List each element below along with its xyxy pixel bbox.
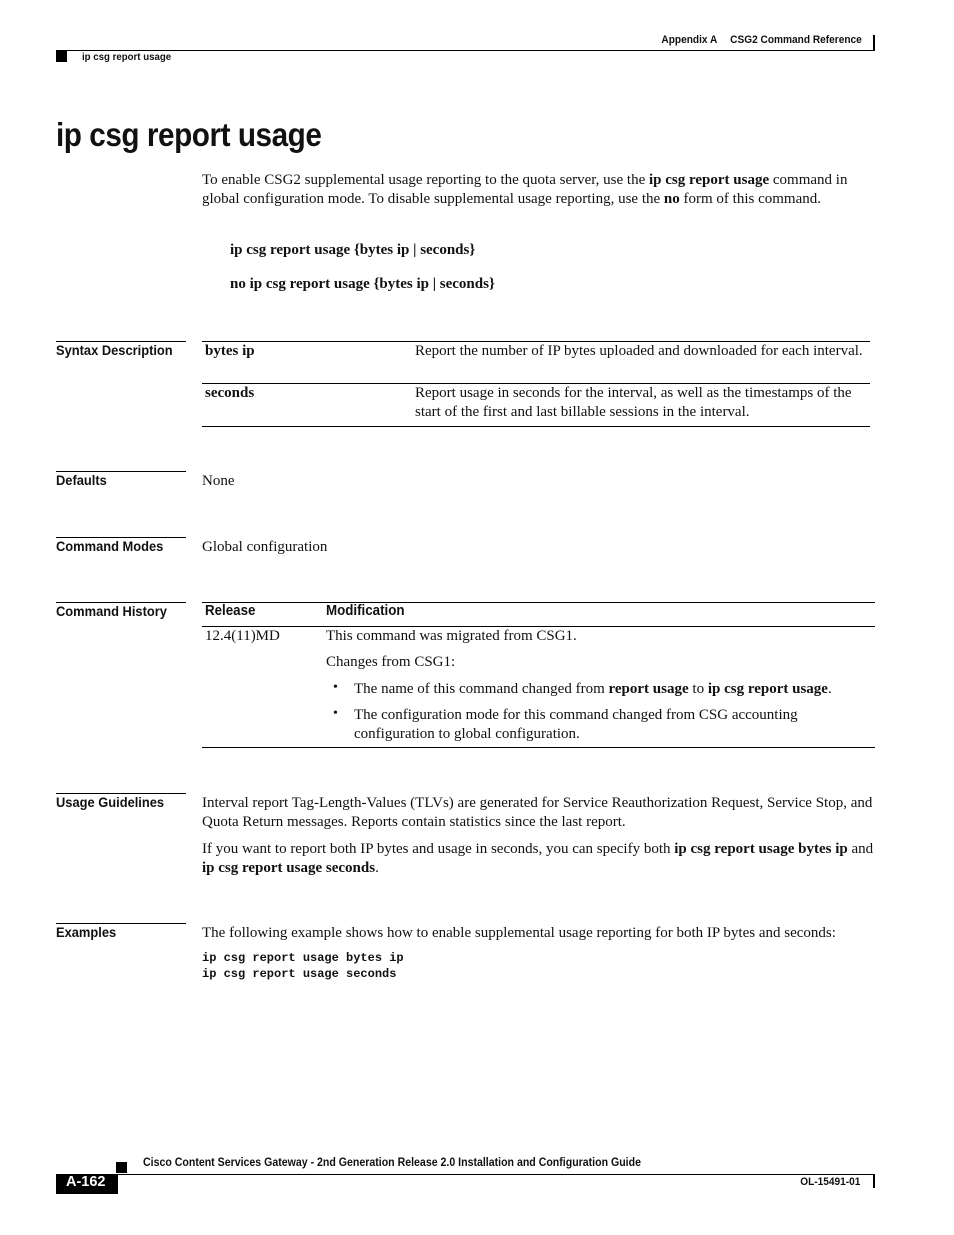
usage-p2-text-1: If you want to report both IP bytes and usage in seconds, you can specify both bbox=[202, 841, 675, 857]
bullet-marker: • bbox=[333, 706, 338, 721]
syntax-line-disable: no ip csg report usage {bytes ip | seconds} bbox=[230, 276, 495, 292]
footer-rule bbox=[56, 1174, 874, 1175]
bullet-marker: • bbox=[333, 680, 338, 695]
syntax-table-bottom-rule bbox=[202, 426, 870, 427]
page-title: ip csg report usage bbox=[56, 116, 322, 153]
document-number: OL-15491-01 bbox=[799, 1176, 860, 1188]
history-release-value: 12.4(11)MD bbox=[205, 628, 280, 644]
defaults-value: None bbox=[202, 473, 235, 489]
history-col-modification: Modification bbox=[326, 603, 405, 619]
chapter-label: CSG2 Command Reference bbox=[730, 34, 862, 46]
section-label-examples: Examples bbox=[56, 924, 117, 940]
bullet1-text-1: The name of this command changed from bbox=[354, 681, 609, 697]
history-bullet-1 bbox=[354, 680, 874, 699]
bullet1-text-2: to bbox=[688, 681, 708, 697]
header-rule bbox=[56, 50, 874, 51]
intro-paragraph bbox=[202, 171, 882, 208]
footer-square-marker bbox=[116, 1162, 127, 1173]
examples-intro: The following example shows how to enable supplemental usage reporting for both IP bytes and seconds: bbox=[202, 925, 836, 941]
bullet1-bold-1: report usage bbox=[608, 681, 689, 697]
section-label-usage-guidelines: Usage Guidelines bbox=[56, 794, 165, 810]
syntax-keyword-bytes-ip: bytes ip bbox=[205, 343, 255, 359]
bullet1-bold-2: ip csg report usage bbox=[707, 681, 828, 697]
intro-text-3: form of this command. bbox=[679, 190, 821, 207]
usage-paragraph-1: Interval report Tag-Length-Values (TLVs) are generated for Service Reauthorization Request, Service Stop, and Quota Return messages. Reports contain statistics since the last report. bbox=[202, 795, 873, 830]
history-table-top-rule bbox=[202, 602, 875, 603]
usage-p2-bold-1: ip csg report usage bytes ip bbox=[674, 841, 848, 857]
section-label-syntax-description: Syntax Description bbox=[56, 342, 173, 358]
usage-paragraph-2 bbox=[202, 840, 878, 877]
usage-p2-text-2: and bbox=[847, 841, 874, 857]
bullet1-text-3: . bbox=[827, 681, 832, 697]
usage-p2-text-3: . bbox=[375, 859, 379, 876]
running-header-title: ip csg report usage bbox=[82, 51, 172, 63]
intro-no-bold: no bbox=[663, 190, 680, 207]
intro-text-1: To enable CSG2 supplemental usage reporting to the quota server, use the bbox=[202, 172, 649, 188]
command-modes-value: Global configuration bbox=[202, 539, 328, 555]
history-mod-line-2: Changes from CSG1: bbox=[326, 654, 456, 670]
appendix-label: Appendix A bbox=[661, 34, 718, 46]
history-table-bottom-rule bbox=[202, 747, 875, 748]
footer-guide-title: Cisco Content Services Gateway - 2nd Generation Release 2.0 Installation and Configuration Guide bbox=[143, 1157, 641, 1169]
syntax-desc-bytes-ip: Report the number of IP bytes uploaded and downloaded for each interval. bbox=[415, 343, 863, 359]
section-label-defaults: Defaults bbox=[56, 472, 107, 488]
usage-p2-bold-2: ip csg report usage seconds bbox=[202, 859, 376, 876]
syntax-line-enable: ip csg report usage {bytes ip | seconds} bbox=[230, 242, 476, 258]
section-label-command-modes: Command Modes bbox=[56, 538, 164, 554]
intro-text-2: command in global configuration mode. To disable supplemental usage reporting, use the bbox=[202, 172, 848, 207]
example-code-line-2: ip csg report usage seconds bbox=[202, 967, 397, 981]
history-col-release: Release bbox=[205, 603, 256, 619]
syntax-desc-seconds: Report usage in seconds for the interval, as well as the timestamps of the start of the first and last billable sessions in the interval. bbox=[415, 385, 852, 420]
header-square-marker bbox=[56, 51, 67, 62]
section-label-command-history: Command History bbox=[56, 603, 167, 619]
intro-command-bold: ip csg report usage bbox=[648, 172, 770, 188]
running-header-chapter bbox=[662, 34, 862, 46]
syntax-keyword-seconds: seconds bbox=[205, 385, 255, 401]
example-code-line-1: ip csg report usage bytes ip bbox=[202, 951, 404, 965]
history-mod-line-1: This command was migrated from CSG1. bbox=[326, 628, 577, 644]
header-bar bbox=[873, 35, 875, 51]
page-number: A-162 bbox=[66, 1174, 106, 1190]
history-bullet-2: The configuration mode for this command changed from CSG accounting configuration to global configuration. bbox=[354, 707, 798, 742]
footer-bar bbox=[873, 1174, 875, 1188]
